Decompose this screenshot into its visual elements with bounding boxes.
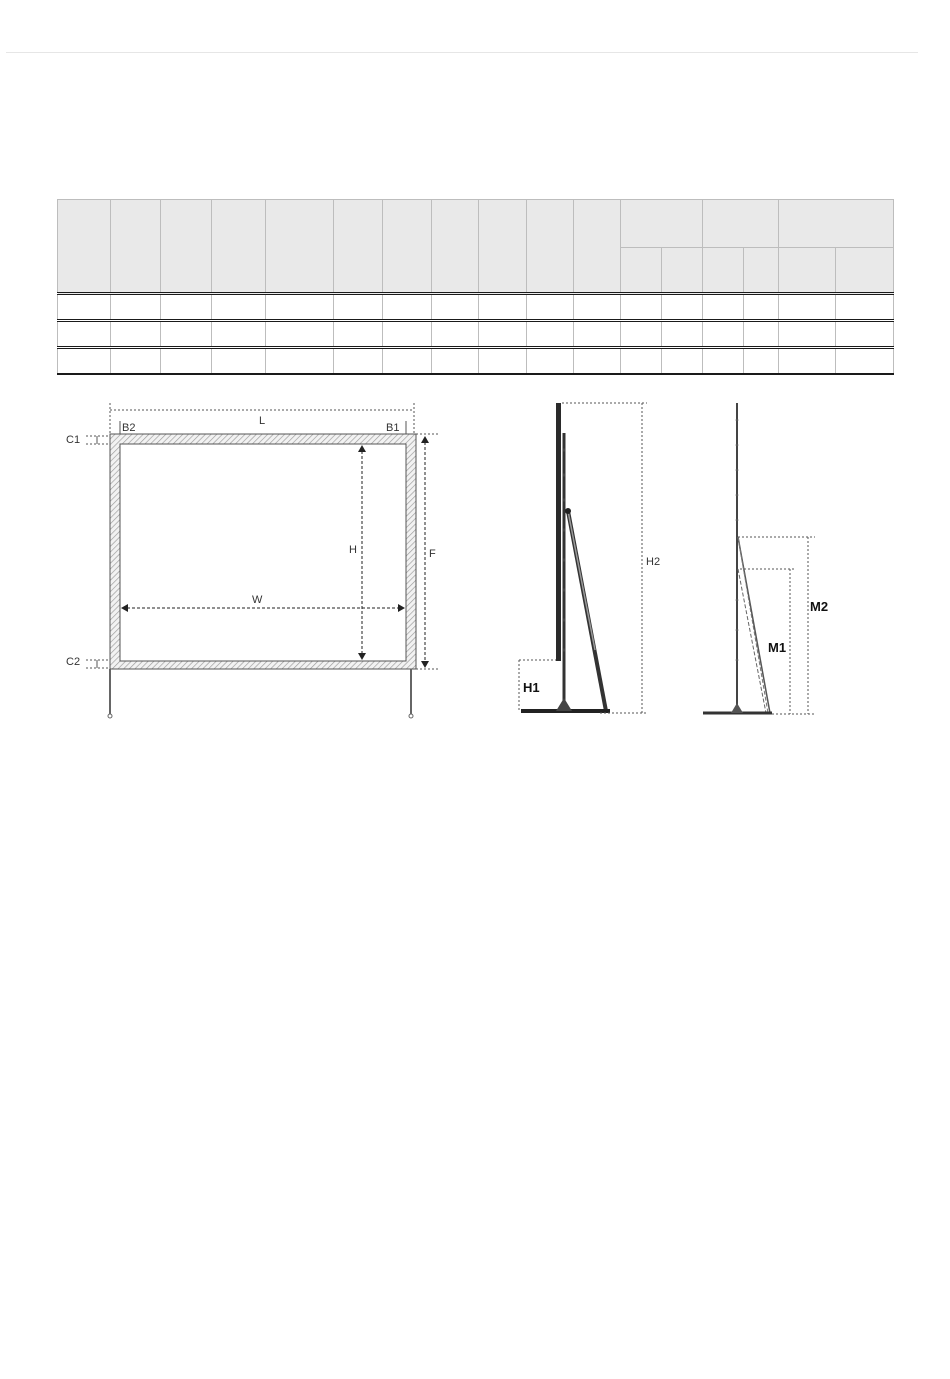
header-cell	[334, 200, 383, 294]
group-header-cell	[703, 200, 779, 248]
brace-height-high-label: M2	[810, 599, 829, 614]
frame-height-label: F	[429, 548, 436, 560]
subheader-cell	[779, 248, 836, 294]
total-height-label: H2	[646, 556, 661, 568]
table-row	[58, 348, 894, 375]
header-cell	[58, 200, 111, 294]
header-cell	[527, 200, 574, 294]
table-row	[58, 294, 894, 321]
table-row	[58, 321, 894, 348]
border-left-label: B2	[122, 422, 136, 434]
subheader-cell	[836, 248, 894, 294]
border-bottom-label: C2	[66, 656, 81, 668]
border-right-label: B1	[386, 422, 400, 434]
subheader-cell	[703, 248, 744, 294]
brace-low	[738, 569, 766, 713]
header-cell	[479, 200, 527, 294]
header-cell	[212, 200, 266, 294]
screen-panel	[556, 403, 561, 661]
subheader-cell	[662, 248, 703, 294]
group-header-cell	[779, 200, 894, 248]
view-width-label: W	[252, 594, 263, 606]
screen-frame	[110, 434, 416, 669]
length-label: L	[259, 415, 266, 427]
brace-height-low-label: M1	[768, 640, 787, 655]
side-view-brace	[703, 403, 828, 714]
header-cell	[111, 200, 161, 294]
side-view-height	[519, 403, 660, 713]
subheader-cell	[744, 248, 779, 294]
header-cell	[161, 200, 212, 294]
header-cell	[266, 200, 334, 294]
header-cell	[383, 200, 432, 294]
subheader-cell	[621, 248, 662, 294]
spec-table	[57, 199, 894, 375]
header-cell	[574, 200, 621, 294]
front-view	[66, 403, 438, 718]
view-height-label: H	[349, 544, 357, 556]
screen-dimension-diagram	[0, 385, 950, 725]
ground-clearance-label: H1	[523, 680, 540, 695]
border-top-label: C1	[66, 434, 81, 446]
top-rule	[6, 52, 918, 53]
header-cell	[432, 200, 479, 294]
group-header-cell	[621, 200, 703, 248]
